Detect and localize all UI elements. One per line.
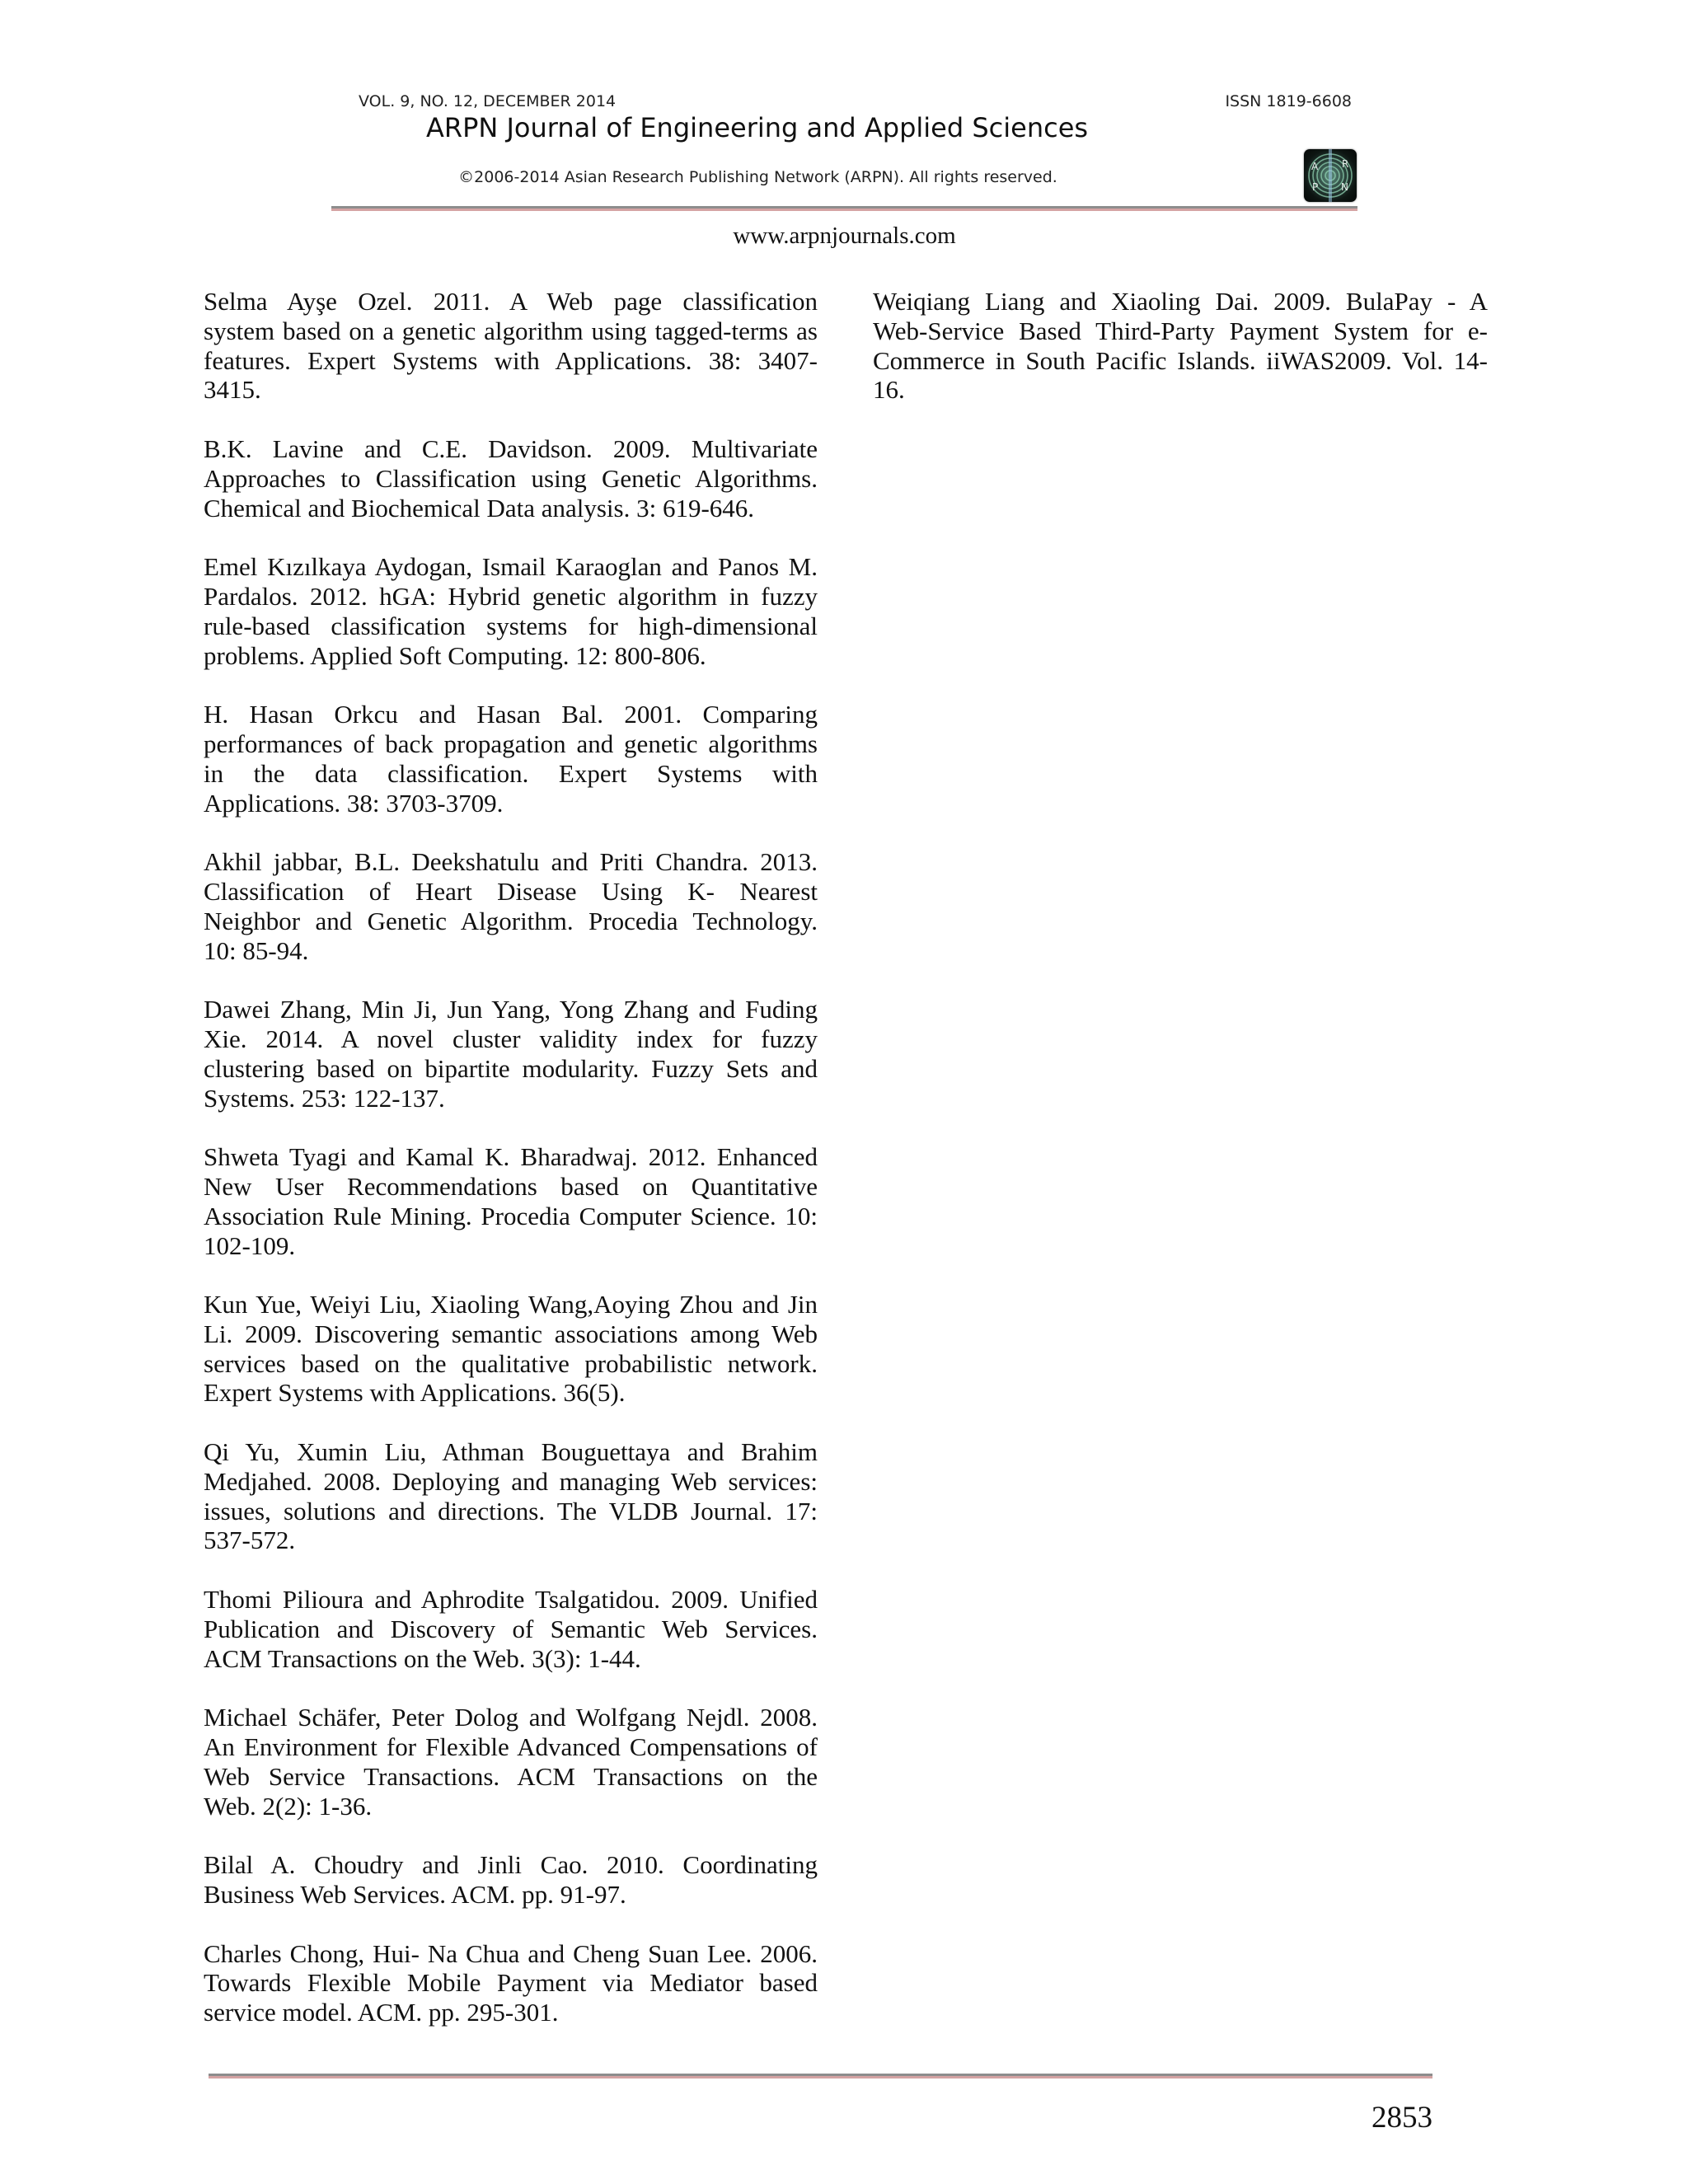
reference-line: Xie. 2014. A novel cluster validity index for fuzzy [204, 1024, 818, 1053]
reference-line: Thomi Pilioura and Aphrodite Tsalgatidou. 2009. Unified [204, 1585, 818, 1615]
footer-divider [209, 2074, 1432, 2079]
reference-line: 16. [873, 375, 905, 405]
reference-line: Association Rule Mining. Procedia Computer Science. 10: [204, 1201, 818, 1230]
reference-entry [204, 1850, 818, 1910]
reference-line: services based on the qualitative probabilistic network. [204, 1348, 818, 1378]
reference-line: Business Web Services. ACM. pp. 91-97. [204, 1880, 626, 1910]
reference-line: Expert Systems with Applications. 36(5). [204, 1378, 626, 1408]
reference-line: 102-109. [204, 1230, 296, 1260]
reference-line: Chemical and Biochemical Data analysis. 3: 619-646. [204, 493, 755, 523]
reference-line: rule-based classification systems for high-dimensional [204, 611, 818, 640]
reference-line: performances of back propagation and genetic algorithms [204, 729, 818, 758]
header-divider [331, 206, 1357, 211]
reference-line: Pardalos. 2012. hGA: Hybrid genetic algorithm in fuzzy [204, 581, 818, 611]
reference-line: Charles Chong, Hui- Na Chua and Cheng Suan Lee. 2006. [204, 1938, 818, 1968]
reference-entry [204, 700, 818, 818]
reference-line: Emel Kızılkaya Aydogan, Ismail Karaoglan and Panos M. [204, 552, 818, 582]
reference-entry [873, 287, 1488, 405]
reference-line: Applications. 38: 3703-3709. [204, 788, 504, 818]
logo-letter-a: A [1311, 161, 1319, 172]
reference-line: Systems. 253: 122-137. [204, 1083, 445, 1113]
reference-line: in the data classification. Expert Systems with [204, 758, 818, 788]
reference-line: Dawei Zhang, Min Ji, Jun Yang, Yong Zhang and Fuding [204, 995, 818, 1024]
logo-letter-p: P [1312, 181, 1319, 193]
issn: ISSN 1819-6608 [1225, 92, 1352, 110]
reference-entry [204, 1142, 818, 1260]
reference-line: Weiqiang Liang and Xiaoling Dai. 2009. BulaPay - A [873, 287, 1488, 316]
reference-line: Neighbor and Genetic Algorithm. Procedia Technology. [204, 906, 818, 935]
arpn-logo-icon [1304, 149, 1357, 202]
reference-line: system based on a genetic algorithm using tagged-terms as [204, 316, 818, 345]
copyright-text: ©2006-2014 Asian Research Publishing Network (ARPN). All rights reserved. [458, 168, 1057, 186]
reference-entry [204, 287, 818, 405]
reference-line: clustering based on bipartite modularity. Fuzzy Sets and [204, 1053, 818, 1083]
copyright-notice [331, 168, 1357, 186]
reference-line: Bilal A. Choudry and Jinli Cao. 2010. Coordinating [204, 1850, 818, 1880]
website-url: www.arpnjournals.com [733, 223, 956, 249]
reference-line: An Environment for Flexible Advanced Compensations of [204, 1732, 818, 1762]
reference-entry [204, 1290, 818, 1408]
reference-line: Publication and Discovery of Semantic Web Services. [204, 1614, 818, 1643]
reference-line: Approaches to Classification using Genetic Algorithms. [204, 463, 818, 493]
reference-line: problems. Applied Soft Computing. 12: 800-806. [204, 640, 706, 670]
reference-line: features. Expert Systems with Applications. 38: 3407- [204, 345, 818, 375]
page-number: 2853 [1372, 2101, 1432, 2135]
reference-line: Web Service Transactions. ACM Transactions on the [204, 1761, 818, 1791]
reference-line: 10: 85-94. [204, 935, 309, 965]
reference-line: service model. ACM. pp. 295-301. [204, 1998, 559, 2027]
reference-line: 537-572. [204, 1526, 296, 1555]
reference-line: issues, solutions and directions. The VLDB Journal. 17: [204, 1496, 818, 1526]
reference-line: Selma Ayşe Ozel. 2011. A Web page classification [204, 287, 818, 316]
reference-line: New User Recommendations based on Quantitative [204, 1171, 818, 1201]
reference-line: 3415. [204, 375, 261, 405]
reference-line: Web-Service Based Third-Party Payment System for e- [873, 316, 1488, 345]
reference-line: Commerce in South Pacific Islands. iiWAS2009. Vol. 14- [873, 345, 1488, 375]
reference-line: B.K. Lavine and C.E. Davidson. 2009. Multivariate [204, 434, 818, 463]
reference-entry [204, 434, 818, 523]
reference-entry [204, 995, 818, 1113]
reference-line: Li. 2009. Discovering semantic associations among Web [204, 1319, 818, 1348]
reference-entry [204, 1939, 818, 2027]
references-right-column [873, 287, 1488, 434]
reference-line: Web. 2(2): 1-36. [204, 1791, 373, 1821]
reference-entry [204, 552, 818, 670]
references-left-column [204, 287, 818, 2057]
reference-entry [204, 847, 818, 965]
reference-line: H. Hasan Orkcu and Hasan Bal. 2001. Comparing [204, 700, 818, 729]
volume-info: VOL. 9, NO. 12, DECEMBER 2014 [359, 92, 617, 110]
logo-letter-r: R [1342, 158, 1349, 170]
reference-line: Akhil jabbar, B.L. Deekshatulu and Priti Chandra. 2013. [204, 847, 818, 877]
reference-entry [204, 1703, 818, 1821]
arpn-logo-rings-icon [1304, 149, 1357, 202]
reference-line: Towards Flexible Mobile Payment via Mediator based [204, 1968, 818, 1998]
reference-line: Michael Schäfer, Peter Dolog and Wolfgang Nejdl. 2008. [204, 1703, 818, 1732]
reference-line: ACM Transactions on the Web. 3(3): 1-44. [204, 1643, 641, 1673]
reference-line: Classification of Heart Disease Using K- Nearest [204, 876, 818, 906]
journal-title-text: ARPN Journal of Engineering and Applied Sciences [425, 112, 1089, 143]
logo-letter-n: N [1341, 181, 1348, 193]
reference-line: Medjahed. 2008. Deploying and managing Web services: [204, 1466, 818, 1496]
reference-entry [204, 1585, 818, 1673]
reference-entry [204, 1437, 818, 1555]
reference-line: Kun Yue, Weiyi Liu, Xiaoling Wang,Aoying Zhou and Jin [204, 1290, 818, 1319]
journal-title [331, 112, 1357, 143]
reference-line: Qi Yu, Xumin Liu, Athman Bouguettaya and Brahim [204, 1437, 818, 1467]
reference-line: Shweta Tyagi and Kamal K. Bharadwaj. 2012. Enhanced [204, 1142, 818, 1172]
